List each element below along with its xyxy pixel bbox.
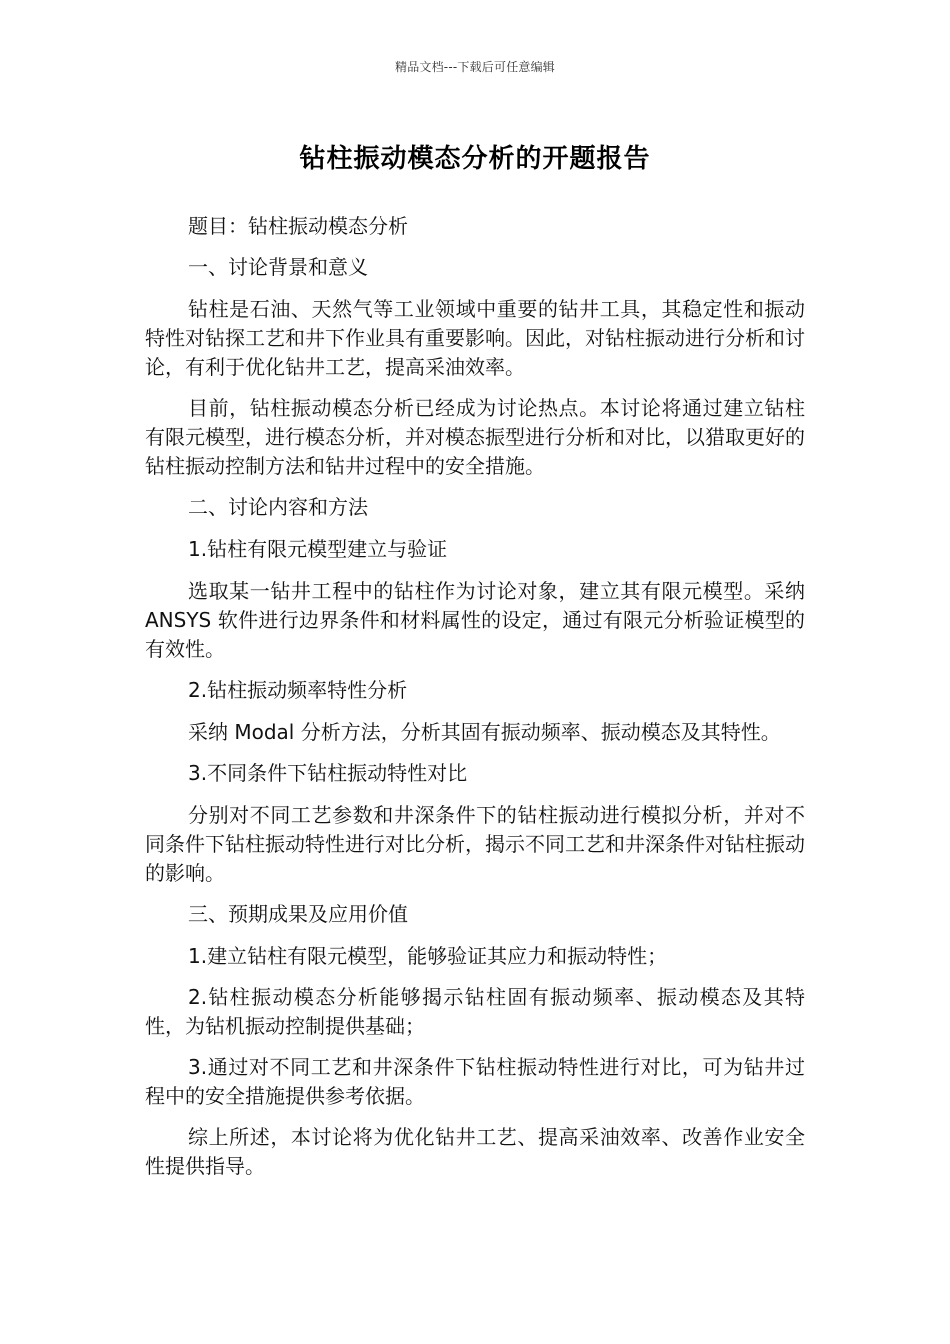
result-item: 1.建立钻柱有限元模型，能够验证其应力和振动特性； [188, 944, 668, 968]
document-body [145, 212, 805, 1193]
subheading-fem-model: 1.钻柱有限元模型建立与验证 [188, 537, 448, 561]
section-heading-expected-results: 三、预期成果及应用价值 [188, 902, 408, 926]
conclusion-paragraph: 综上所述，本讨论将为优化钻井工艺、提高采油效率、改善作业安全性提供指导。 [145, 1125, 805, 1178]
topic-line: 题目：钻柱振动模态分析 [188, 214, 408, 238]
body-paragraph: 目前，钻柱振动模态分析已经成为讨论热点。本讨论将通过建立钻柱有限元模型，进行模态分析，并对模态振型进行分析和对比，以猎取更好的钻柱振动控制方法和钻井过程中的安全措施。 [145, 396, 805, 478]
header-note: 精品文档---下载后可任意编辑 [395, 60, 555, 74]
document-title: 钻柱振动模态分析的开题报告 [299, 144, 651, 174]
body-paragraph: 选取某一钻井工程中的钻柱作为讨论对象，建立其有限元模型。采纳 ANSYS 软件进行边界条件和材料属性的设定，通过有限元分析验证模型的有效性。 [145, 579, 805, 661]
body-paragraph: 钻柱是石油、天然气等工业领域中重要的钻井工具，其稳定性和振动特性对钻探工艺和井下作业具有重要影响。因此，对钻柱振动进行分析和讨论，有利于优化钻井工艺，提高采油效率。 [145, 297, 805, 379]
result-item: 3.通过对不同工艺和井深条件下钻柱振动特性进行对比，可为钻井过程中的安全措施提供参考依据。 [145, 1055, 805, 1108]
section-heading-background: 一、讨论背景和意义 [188, 255, 368, 279]
body-paragraph: 采纳 Modal 分析方法，分析其固有振动频率、振动模态及其特性。 [188, 720, 781, 744]
subheading-frequency-analysis: 2.钻柱振动频率特性分析 [188, 678, 408, 702]
subheading-condition-comparison: 3.不同条件下钻柱振动特性对比 [188, 761, 468, 785]
section-heading-content-method: 二、讨论内容和方法 [188, 495, 368, 519]
body-paragraph: 分别对不同工艺参数和井深条件下的钻柱振动进行模拟分析，并对不同条件下钻柱振动特性进行对比分析，揭示不同工艺和井深条件对钻柱振动的影响。 [145, 803, 805, 885]
result-item: 2.钻柱振动模态分析能够揭示钻柱固有振动频率、振动模态及其特性，为钻机振动控制提供基础； [145, 985, 805, 1038]
